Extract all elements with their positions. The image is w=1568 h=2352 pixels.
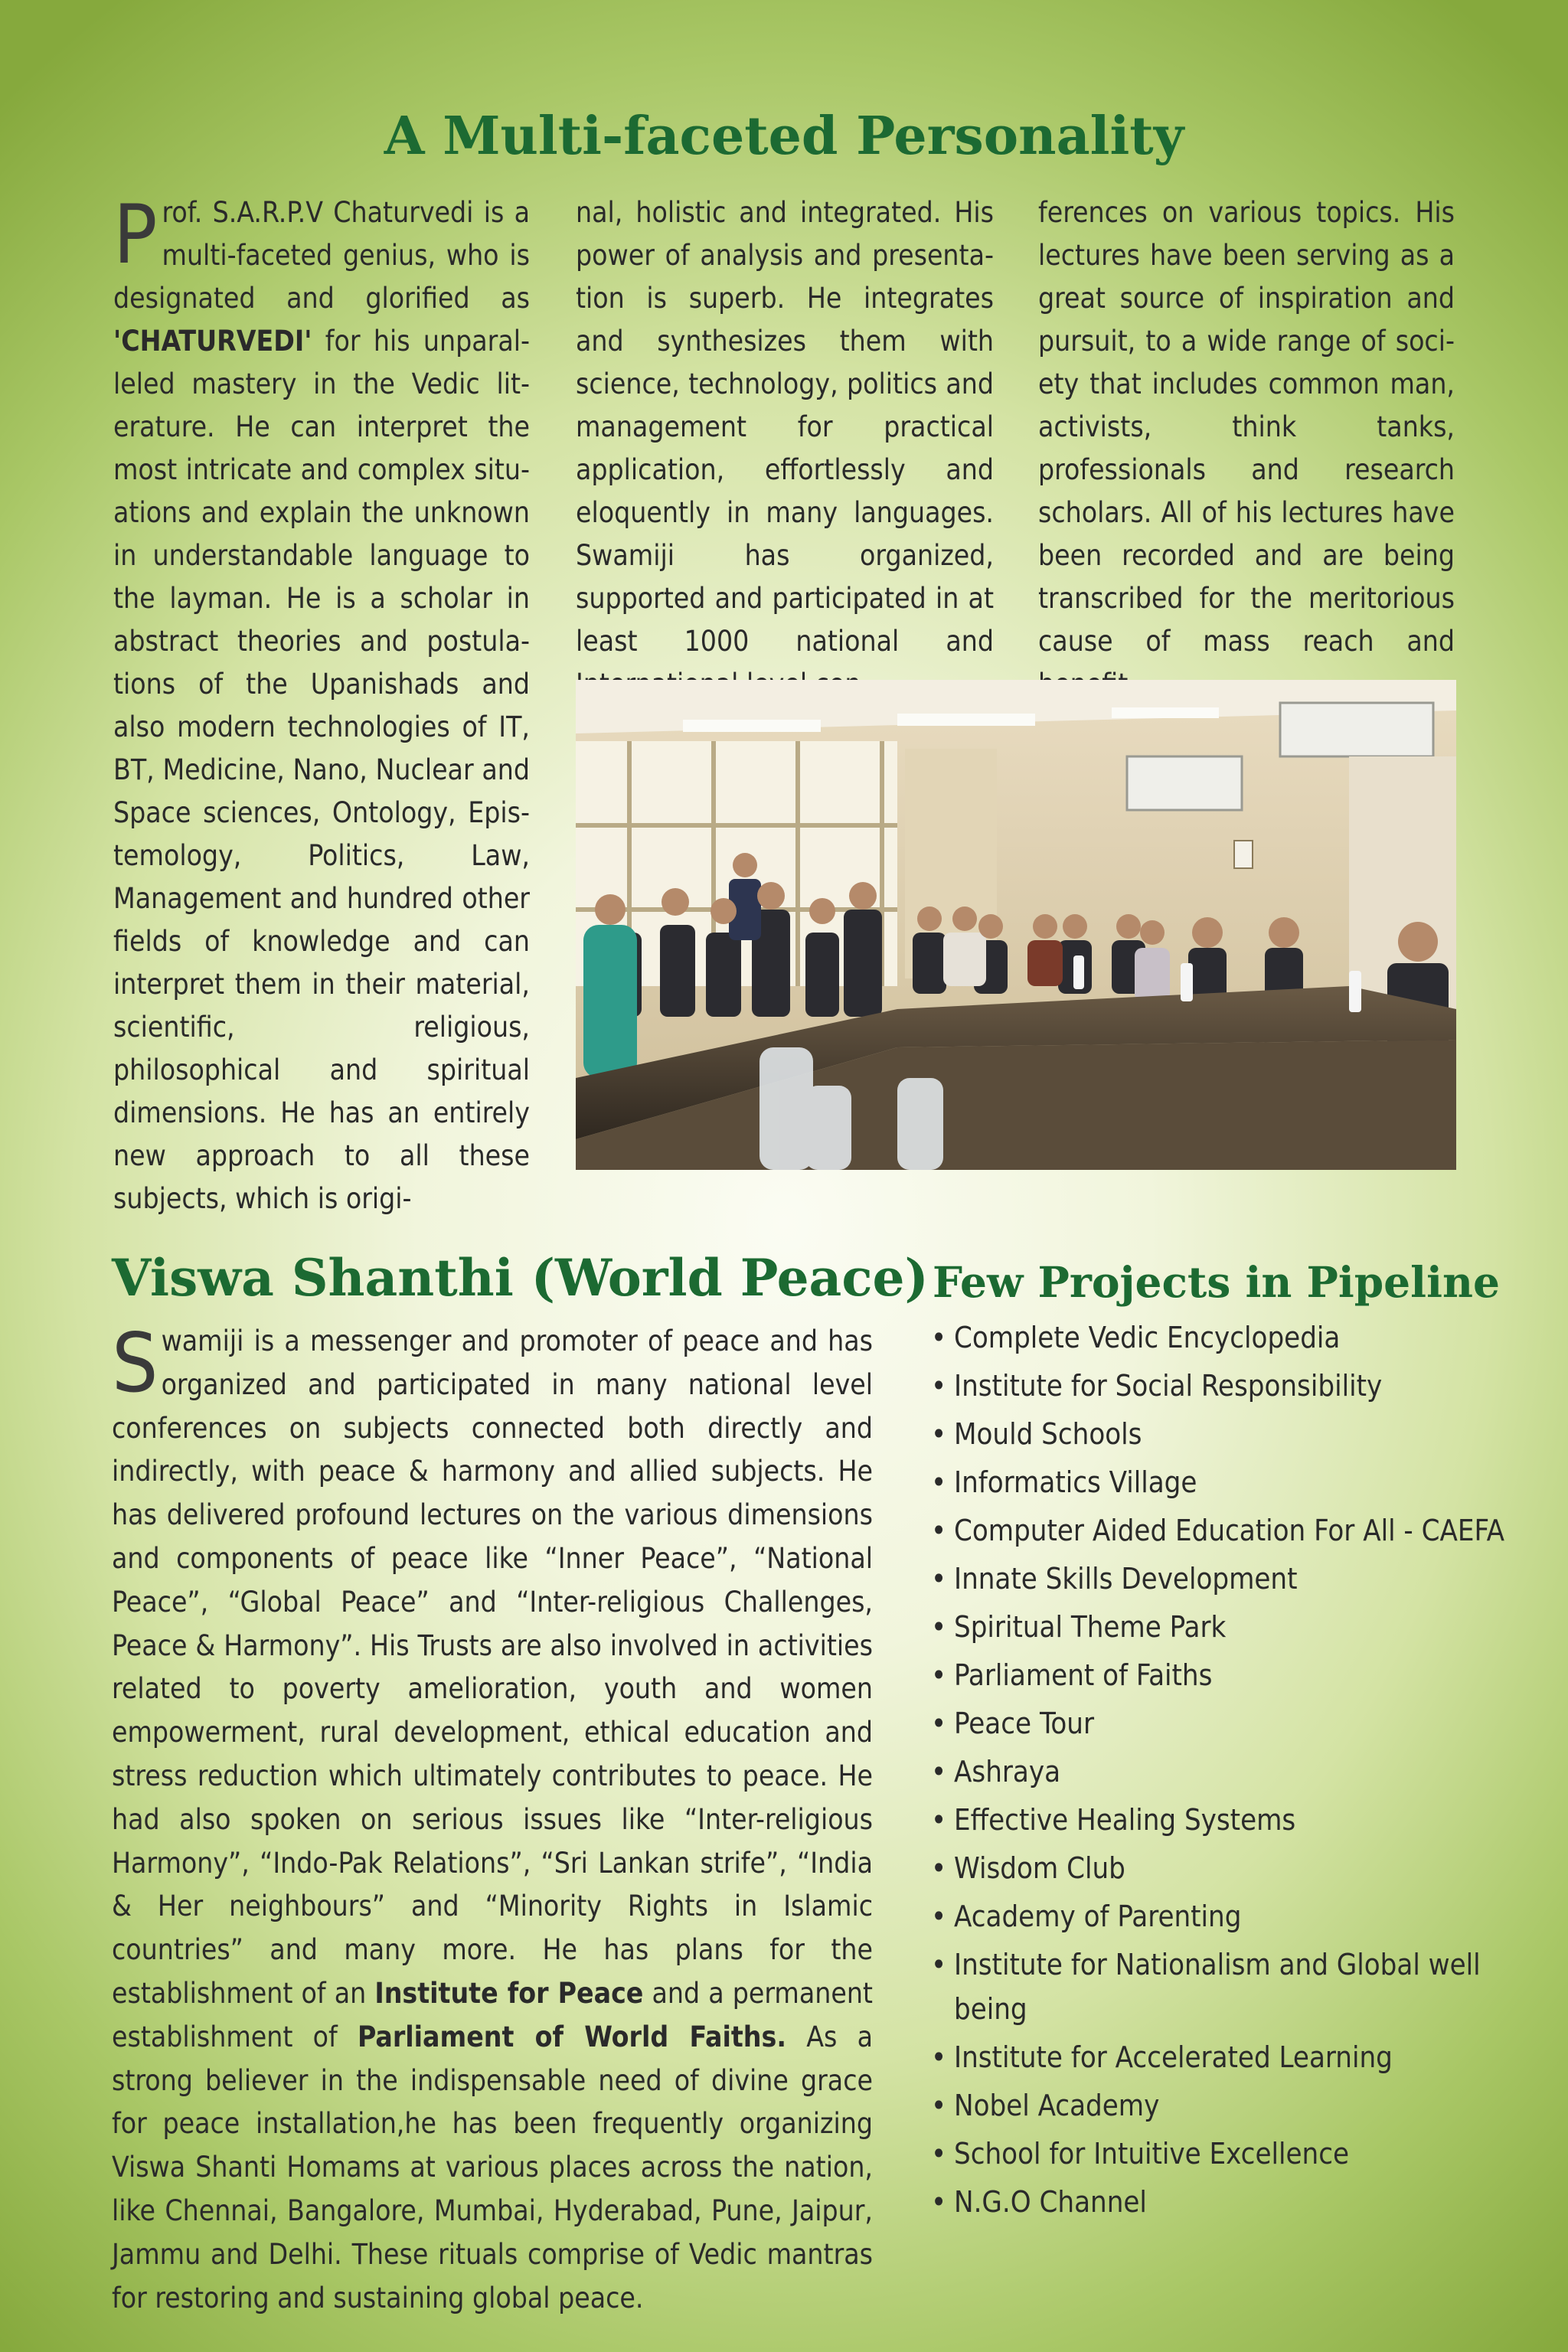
drop-cap: S [112, 1316, 158, 1410]
list-item: • Effective Healing Systems [931, 1798, 1544, 1842]
viswa-text-part-3: As a strong believer in the indispensable need of divine grace for peace installation,he has been frequently organizing Viswa Shanti Homams at various places across the nation, like Chennai, Bangalore, Mumbai, Hyderabad, Pune, Jaipur, Jammu and Delhi. These rituals comprise of Vedic mantras for restoring and sustaining global peace. [112, 2020, 873, 2314]
list-item: • Mould Schools [931, 1412, 1544, 1456]
list-item: • Informatics Village [931, 1460, 1544, 1504]
list-item: • Spiritual Theme Park [931, 1605, 1544, 1649]
parliament-of-world-faiths: Parliament of World Faiths. [357, 2020, 786, 2053]
institute-for-peace: Institute for Peace [374, 1976, 644, 2010]
list-item: • Institute for Accelerated Learning [931, 2035, 1544, 2079]
viswa-text-part-2: and a permanent establishment of [112, 1976, 873, 2053]
intro-column-1 [113, 188, 530, 1220]
projects-title: Few Projects in Pipeline [933, 1257, 1500, 1307]
list-item: • Nobel Academy [931, 2083, 1544, 2128]
viswa-shanthi-title: Viswa Shanthi (World Peace) [112, 1248, 929, 1308]
chaturvedi-title: 'CHATURVEDI' [113, 325, 312, 358]
intro-text-part-2: for his unparalleled mastery in the Vedic literature. He can interpret the most intricate and complex situations and explain the unknown in understandable language to the layman. He is a scholar in abstract theories and postulations of the Upanishads and also modern technologies of IT, BT, Medicine, Nano, Nuclear and Space sciences, Ontology, Epistemology, Politics, Law, Management and hundred other fields of knowledge and can interpret them in their material, scientific, religious, philosophical and spiritual dimensions. He has an entirely new approach to all these subjects, which is origi- [113, 325, 530, 1215]
intro-column-2: nal, holistic and integrated. His power of analysis and presentation is superb. He integrates and synthesizes them with science, technology, politics and management for practical application, effortlessly and eloquently in many languages. Swamiji has organized, supported and participated in at least 1000 national and [576, 196, 994, 658]
list-item: • School for Intuitive Excellence [931, 2132, 1544, 2176]
list-item: • N.G.O Channel [931, 2180, 1544, 2224]
drop-cap: P [113, 188, 158, 282]
list-item: • Computer Aided Education For All - CAEFA [931, 1508, 1544, 1553]
list-item: • Ashraya [931, 1749, 1544, 1794]
list-item: • Complete Vedic Encyclopedia [931, 1315, 1544, 1360]
viswa-shanthi-paragraph [112, 1316, 873, 2320]
list-item: • Parliament of Faiths [931, 1653, 1544, 1697]
list-item: • Institute for Social Responsibility [931, 1364, 1544, 1408]
projects-list [931, 1315, 1544, 2228]
list-item: • Wisdom Club [931, 1846, 1544, 1890]
list-item: • Innate Skills Development [931, 1557, 1544, 1601]
intro-column-3: ferences on various topics. His lectures have been serving as a great source of inspiration and pursuit, to a wide range of society that includes common man, activists, think tanks, professionals and research scholars. All of his lectures have been recorded and are being transcribed for the meritorious cause of mass reach and [1038, 196, 1455, 658]
viswa-text-part-1: wamiji is a messenger and promoter of peace and has organized and participated in many national level conferences on subjects connected both directly and indirectly, with peace & harmony and allied subjects. He has delivered profound lectures on the various dimensions and components of peace like “Inner Peace”, “National Peace”, “Global Peace” and “Inter-religious Challenges, Peace & Harmony”. His Trusts are also involved in activities related to poverty amelioration, youth and women empowerment, rural development, ethical education and stress reduction which ultimately contributes to peace. He had also spoken on serious issues like “Inter-religious Harmony”, “Indo-Pak Relations”, “Sri Lankan strife”, “India & Her neighbours” and “Minority Rights in Islamic countries” and many more. He has plans for the establishment of an [112, 1325, 873, 2010]
conference-photo [576, 680, 1456, 1170]
list-item: • Institute for Nationalism and Global well being [931, 1942, 1544, 2031]
intro-text-part-1: rof. S.A.R.P.V Chaturvedi is a multi-faceted genius, who is designated and glorified as [113, 196, 530, 315]
page-title: A Multi-faceted Personality [384, 106, 1184, 167]
list-item: • Academy of Parenting [931, 1894, 1544, 1939]
list-item: • Peace Tour [931, 1701, 1544, 1746]
